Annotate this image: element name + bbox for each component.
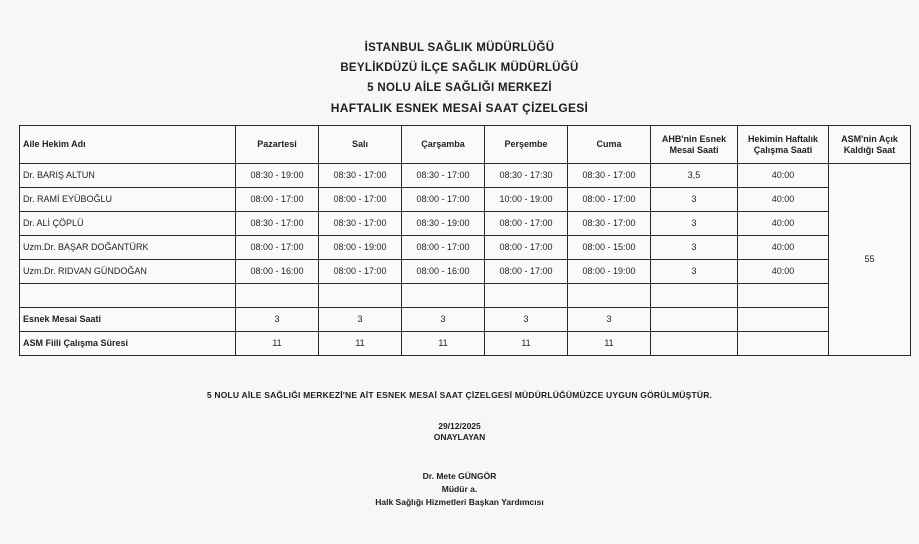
thursday-hours: 08:00 - 17:00 bbox=[485, 212, 568, 236]
empty-cell bbox=[738, 332, 829, 356]
weekly-hours: 40:00 bbox=[738, 164, 829, 188]
header-friday: Cuma bbox=[568, 126, 651, 164]
header-weekly-hours: Hekimin Haftalık Çalışma Saati bbox=[738, 126, 829, 164]
header-physician-name: Aile Hekim Adı bbox=[20, 126, 236, 164]
weekly-hours: 40:00 bbox=[738, 212, 829, 236]
approval-date-block bbox=[0, 421, 919, 443]
empty-cell bbox=[651, 308, 738, 332]
ahb-flex-hours: 3 bbox=[651, 188, 738, 212]
wednesday-hours: 08:30 - 19:00 bbox=[402, 212, 485, 236]
ahb-flex-hours: 3,5 bbox=[651, 164, 738, 188]
monday-hours: 08:00 - 17:00 bbox=[236, 236, 319, 260]
asm-open-hours-value: 55 bbox=[829, 164, 911, 356]
monday-hours: 08:00 - 16:00 bbox=[236, 260, 319, 284]
weekly-hours: 40:00 bbox=[738, 260, 829, 284]
ahb-flex-hours: 3 bbox=[651, 236, 738, 260]
friday-hours: 08:30 - 17:00 bbox=[568, 164, 651, 188]
header-line-health-center: 5 NOLU AİLE SAĞLIĞI MERKEZİ bbox=[367, 82, 552, 94]
header-line-provincial-directorate: İSTANBUL SAĞLIK MÜDÜRLÜĞÜ bbox=[364, 42, 555, 54]
friday-hours: 08:30 - 17:00 bbox=[568, 212, 651, 236]
table-header-row bbox=[20, 126, 911, 164]
monday-hours: 08:30 - 19:00 bbox=[236, 164, 319, 188]
header-thursday: Perşembe bbox=[485, 126, 568, 164]
flex-hours-row bbox=[20, 308, 911, 332]
empty-cell bbox=[485, 284, 568, 308]
physician-name: Dr. RAMİ EYÜBOĞLU bbox=[20, 188, 236, 212]
signer-title: Halk Sağlığı Hizmetleri Başkan Yardımcısı bbox=[375, 497, 544, 507]
table-row bbox=[20, 212, 911, 236]
tuesday-actual: 11 bbox=[319, 332, 402, 356]
tuesday-hours: 08:00 - 19:00 bbox=[319, 236, 402, 260]
ahb-flex-hours: 3 bbox=[651, 260, 738, 284]
actual-working-hours-row bbox=[20, 332, 911, 356]
empty-cell bbox=[651, 332, 738, 356]
empty-cell bbox=[319, 284, 402, 308]
tuesday-flex: 3 bbox=[319, 308, 402, 332]
signer-name: Dr. Mete GÜNGÖR bbox=[422, 471, 497, 481]
table-row bbox=[20, 236, 911, 260]
approver-label: ONAYLAYAN bbox=[433, 432, 486, 442]
actual-working-hours-label: ASM Fiili Çalışma Süresi bbox=[20, 332, 236, 356]
table-row bbox=[20, 260, 911, 284]
friday-flex: 3 bbox=[568, 308, 651, 332]
monday-hours: 08:00 - 17:00 bbox=[236, 188, 319, 212]
thursday-hours: 08:00 - 17:00 bbox=[485, 236, 568, 260]
empty-cell bbox=[402, 284, 485, 308]
approval-date: 29/12/2025 bbox=[438, 421, 481, 431]
document-title: HAFTALIK ESNEK MESAİ SAAT ÇİZELGESİ bbox=[330, 101, 589, 115]
tuesday-hours: 08:30 - 17:00 bbox=[319, 164, 402, 188]
header-ahb-flex-hours: AHB'nin Esnek Mesai Saati bbox=[651, 126, 738, 164]
thursday-hours: 08:00 - 17:00 bbox=[485, 260, 568, 284]
tuesday-hours: 08:30 - 17:00 bbox=[319, 212, 402, 236]
friday-actual: 11 bbox=[568, 332, 651, 356]
physician-name: Uzm.Dr. RIDVAN GÜNDOĞAN bbox=[20, 260, 236, 284]
document-header bbox=[0, 38, 919, 118]
approval-note: 5 NOLU AİLE SAĞLIĞI MERKEZİ'NE AİT ESNEK MESAİ SAAT ÇİZELGESİ MÜDÜRLÜĞÜMÜZCE UYGUN GÖRÜLMÜŞTÜR. bbox=[206, 390, 713, 400]
empty-cell bbox=[20, 284, 236, 308]
header-tuesday: Salı bbox=[319, 126, 402, 164]
signer-role: Müdür a. bbox=[441, 484, 478, 494]
physician-name: Uzm.Dr. BAŞAR DOĞANTÜRK bbox=[20, 236, 236, 260]
monday-hours: 08:30 - 17:00 bbox=[236, 212, 319, 236]
physician-name: Dr. ALİ ÇÖPLÜ bbox=[20, 212, 236, 236]
wednesday-flex: 3 bbox=[402, 308, 485, 332]
header-line-district-directorate: BEYLİKDÜZÜ İLÇE SAĞLIK MÜDÜRLÜĞÜ bbox=[340, 62, 579, 74]
schedule-table bbox=[19, 125, 911, 356]
tuesday-hours: 08:00 - 17:00 bbox=[319, 188, 402, 212]
weekly-hours: 40:00 bbox=[738, 236, 829, 260]
header-monday: Pazartesi bbox=[236, 126, 319, 164]
empty-cell bbox=[738, 284, 829, 308]
wednesday-hours: 08:00 - 16:00 bbox=[402, 260, 485, 284]
wednesday-hours: 08:30 - 17:00 bbox=[402, 164, 485, 188]
header-asm-open-hours: ASM'nin Açık Kaldığı Saat bbox=[829, 126, 911, 164]
thursday-hours: 08:30 - 17:30 bbox=[485, 164, 568, 188]
friday-hours: 08:00 - 17:00 bbox=[568, 188, 651, 212]
wednesday-actual: 11 bbox=[402, 332, 485, 356]
flex-hours-label: Esnek Mesai Saati bbox=[20, 308, 236, 332]
signature-block bbox=[0, 470, 919, 509]
table-row-empty bbox=[20, 284, 911, 308]
friday-hours: 08:00 - 19:00 bbox=[568, 260, 651, 284]
monday-flex: 3 bbox=[236, 308, 319, 332]
table-row bbox=[20, 188, 911, 212]
weekly-hours: 40:00 bbox=[738, 188, 829, 212]
empty-cell bbox=[236, 284, 319, 308]
tuesday-hours: 08:00 - 17:00 bbox=[319, 260, 402, 284]
header-wednesday: Çarşamba bbox=[402, 126, 485, 164]
thursday-hours: 10:00 - 19:00 bbox=[485, 188, 568, 212]
empty-cell bbox=[568, 284, 651, 308]
empty-cell bbox=[651, 284, 738, 308]
thursday-flex: 3 bbox=[485, 308, 568, 332]
ahb-flex-hours: 3 bbox=[651, 212, 738, 236]
wednesday-hours: 08:00 - 17:00 bbox=[402, 236, 485, 260]
friday-hours: 08:00 - 15:00 bbox=[568, 236, 651, 260]
physician-name: Dr. BARIŞ ALTUN bbox=[20, 164, 236, 188]
empty-cell bbox=[738, 308, 829, 332]
thursday-actual: 11 bbox=[485, 332, 568, 356]
monday-actual: 11 bbox=[236, 332, 319, 356]
wednesday-hours: 08:00 - 17:00 bbox=[402, 188, 485, 212]
table-row bbox=[20, 164, 911, 188]
